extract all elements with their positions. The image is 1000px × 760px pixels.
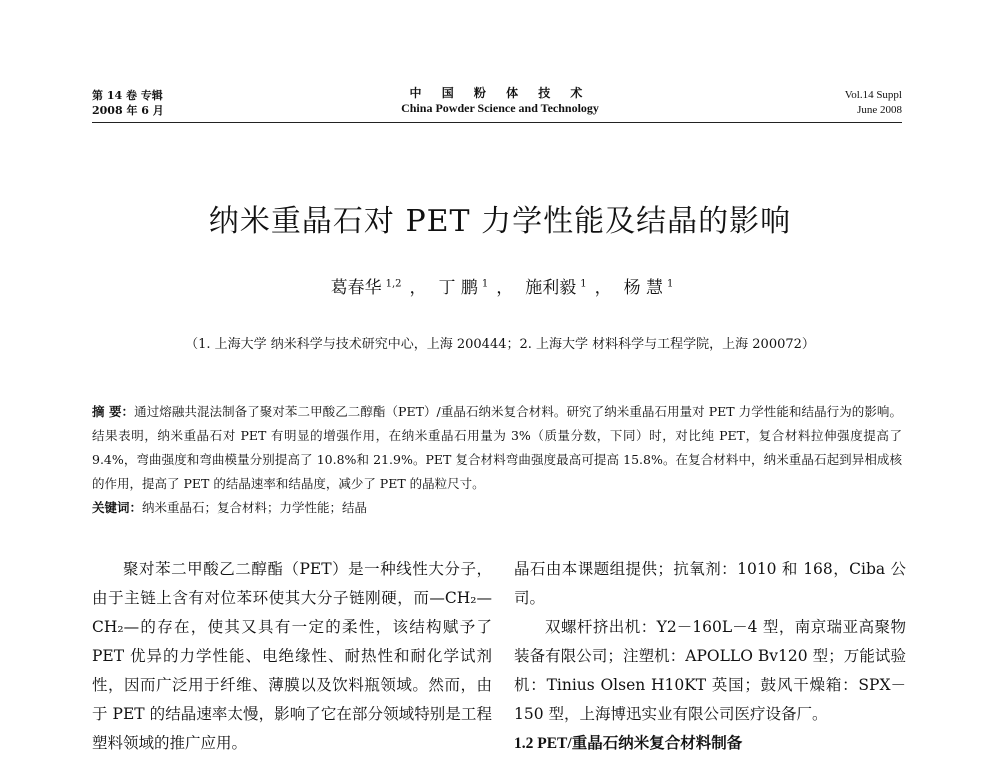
author: 葛春华 $^{1,2}$: [330, 278, 402, 298]
header-volume-info: [92, 88, 164, 118]
header-volume: 第 14 卷 专辑: [92, 89, 163, 102]
header-date-en: June 2008: [857, 104, 902, 116]
section-heading: 1.2 PET/重晶石纳米复合材料制备: [514, 735, 743, 752]
keywords-label: 关键词：: [92, 500, 143, 515]
paper-title: 纳米重晶石对 PET 力学性能及结晶的影响: [208, 204, 792, 239]
body-column-left: [92, 555, 492, 758]
journal-name: [330, 86, 670, 116]
abstract: [92, 400, 902, 520]
journal-name-cn: 中 国 粉 体 技 术: [409, 86, 591, 100]
keywords: [92, 496, 902, 520]
abstract-text: 通过熔融共混法制备了聚对苯二甲酸乙二醇酯（PET）/重晶石纳米复合材料。研究了纳米重晶石用量对 PET 力学性能和结晶行为的影响。结果表明，纳米重晶石对 PET 有明显的增强作用，在纳米重晶石用量为 3%（质量分数，下同）时，对比纯 PET，复合材料拉伸强度提高了 9.4%，弯曲强度和弯曲模量分别提高了 10.8%和 21.9%。PET 复合材料弯曲强度最高可提高 15.8%。在复合材料中，纳米重晶石起到异相成核的作用，提高了 PET 的结晶速率和结晶度，减少了 PET 的晶粒尺寸。: [92, 404, 902, 491]
header-date: 2008 年 6 月: [92, 104, 164, 117]
journal-name-en: China Powder Science and Technology: [401, 101, 599, 115]
abstract-body: [92, 400, 902, 496]
author: 丁 鹏 $^1$: [438, 278, 489, 298]
body-column-right: [514, 555, 906, 758]
abstract-label: 摘 要：: [92, 404, 135, 419]
keywords-text: 纳米重晶石；复合材料；力学性能；结晶: [142, 500, 368, 515]
author: 杨 慧 $^1$: [623, 278, 674, 298]
author: 施利毅 $^1$: [525, 278, 587, 298]
header-volume-en: Vol.14 Suppl: [844, 89, 902, 101]
body-paragraph: 聚对苯二甲酸乙二醇酯（PET）是一种线性大分子，由于主链上含有对位苯环使其大分子链刚硬，而—CH₂—CH₂—的存在，使其又具有一定的柔性，该结构赋予了 PET 优异的力学性能、电绝缘性、耐热性和耐化学试剂性，因而广泛用于纤维、薄膜以及饮料瓶领域。然而，由于 PET 的结晶速率太慢，影响了它在部分领域特别是工程塑料领域的推广应用。: [92, 560, 492, 752]
header-divider: [92, 122, 902, 123]
header-volume-info-en: [845, 88, 902, 118]
body-paragraph: 晶石由本课题组提供；抗氧剂：1010 和 168，Ciba 公司。: [514, 560, 906, 607]
affiliation: （1. 上海大学 纳米科学与技术研究中心，上海 200444；2. 上海大学 材料科学与工程学院，上海 200072）: [185, 337, 815, 352]
author-list: 葛春华 $^{1,2}$ ， 丁 鹏 $^1$ ， 施利毅 $^1$ ， 杨 慧 $^1$: [100, 273, 900, 298]
body-paragraph: 双螺杆挤出机：Y2－160L－4 型，南京瑞亚高聚物装备有限公司；注塑机：APOLLO Bv120 型；万能试验机：Tinius Olsen H10KT 英国；鼓风干燥箱：SPX－150 型，上海博迅实业有限公司医疗设备厂。: [514, 618, 906, 723]
